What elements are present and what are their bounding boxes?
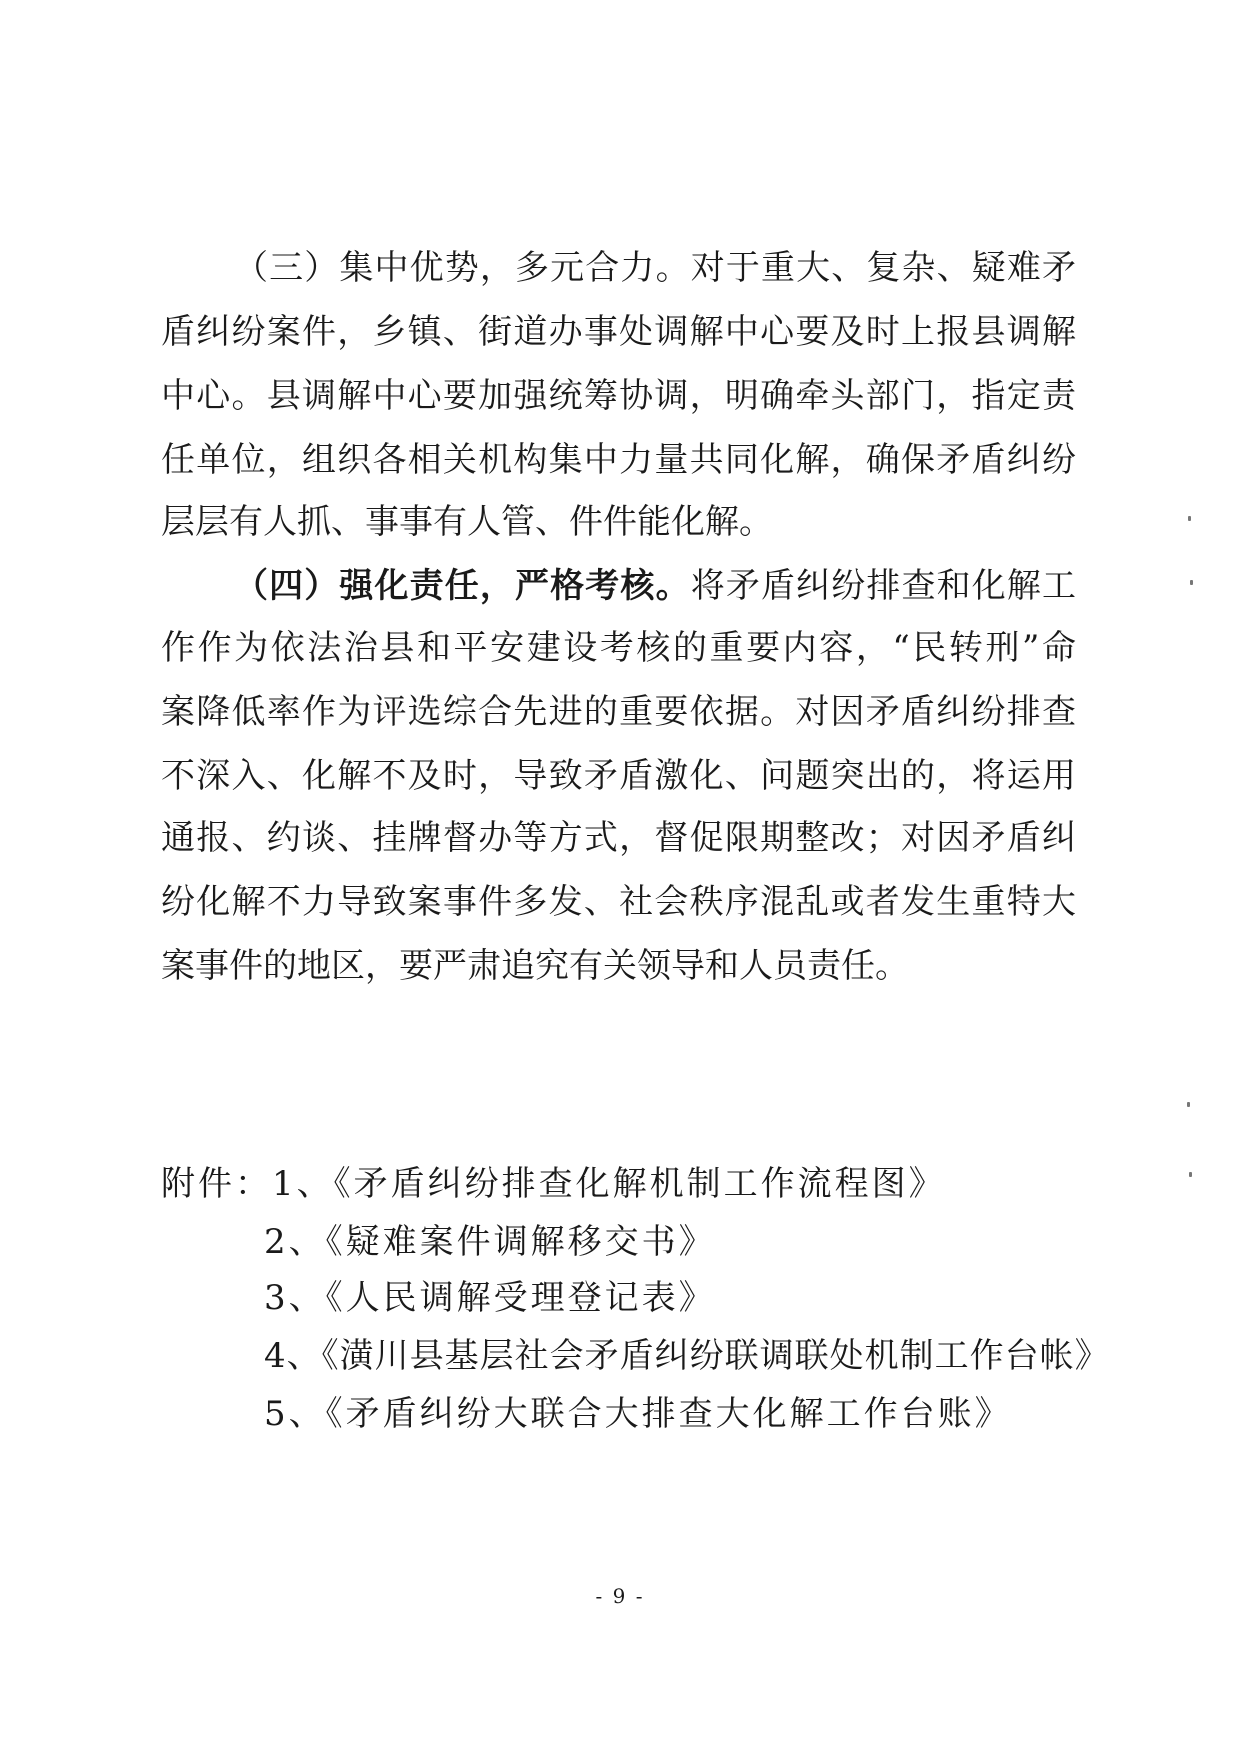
section4-line-6: 纷化解不力导致案事件多发、社会秩序混乱或者发生重特大 [161,882,1076,922]
section4-text: 将矛盾纠纷排查和化解工 [690,566,1077,606]
section3-text: 对于重大、复杂、疑难矛 [690,248,1077,288]
attachment-line-1 [161,1164,946,1204]
attachments-label: 附件： [161,1164,272,1204]
section3-line-3: 中心。县调解中心要加强统筹协调，明确牵头部门，指定责 [161,376,1076,416]
attachment-item-4: 4、《潢川县基层社会矛盾纠纷联调联处机制工作台帐》 [264,1336,1110,1376]
scan-speck [1187,1102,1190,1107]
section3-line-1 [234,248,1076,288]
attachment-item-2: 2、《疑难案件调解移交书》 [264,1222,716,1262]
attachment-item-5: 5、《矛盾纠纷大联合大排查大化解工作台账》 [264,1394,1012,1434]
scan-speck [1189,1172,1192,1177]
section4-line-5: 通报、约谈、挂牌督办等方式，督促限期整改；对因矛盾纠 [161,818,1076,858]
section4-line-3: 案降低率作为评选综合先进的重要依据。对因矛盾纠纷排查 [161,692,1076,732]
attachment-item-3: 3、《人民调解受理登记表》 [264,1278,716,1318]
section3-line-4: 任单位，组织各相关机构集中力量共同化解，确保矛盾纠纷 [161,440,1076,480]
section4-line-2: 作作为依法治县和平安建设考核的重要内容，“民转刑”命 [161,628,1076,668]
scan-speck [1188,516,1191,521]
section4-line-1 [234,566,1076,606]
section3-heading: （三）集中优势，多元合力。 [234,248,691,288]
section4-line-7: 案事件的地区，要严肃追究有关领导和人员责任。 [161,946,909,986]
page-number: - 9 - [595,1584,645,1608]
section4-heading: （四）强化责任，严格考核。 [234,566,691,606]
scan-speck [1190,580,1193,585]
attachment-item-1: 1、《矛盾纠纷排查化解机制工作流程图》 [272,1164,946,1204]
section3-line-2: 盾纠纷案件，乡镇、街道办事处调解中心要及时上报县调解 [161,312,1076,352]
section4-line-4: 不深入、化解不及时，导致矛盾激化、问题突出的，将运用 [161,756,1076,796]
section3-line-5: 层层有人抓、事事有人管、件件能化解。 [161,502,773,542]
